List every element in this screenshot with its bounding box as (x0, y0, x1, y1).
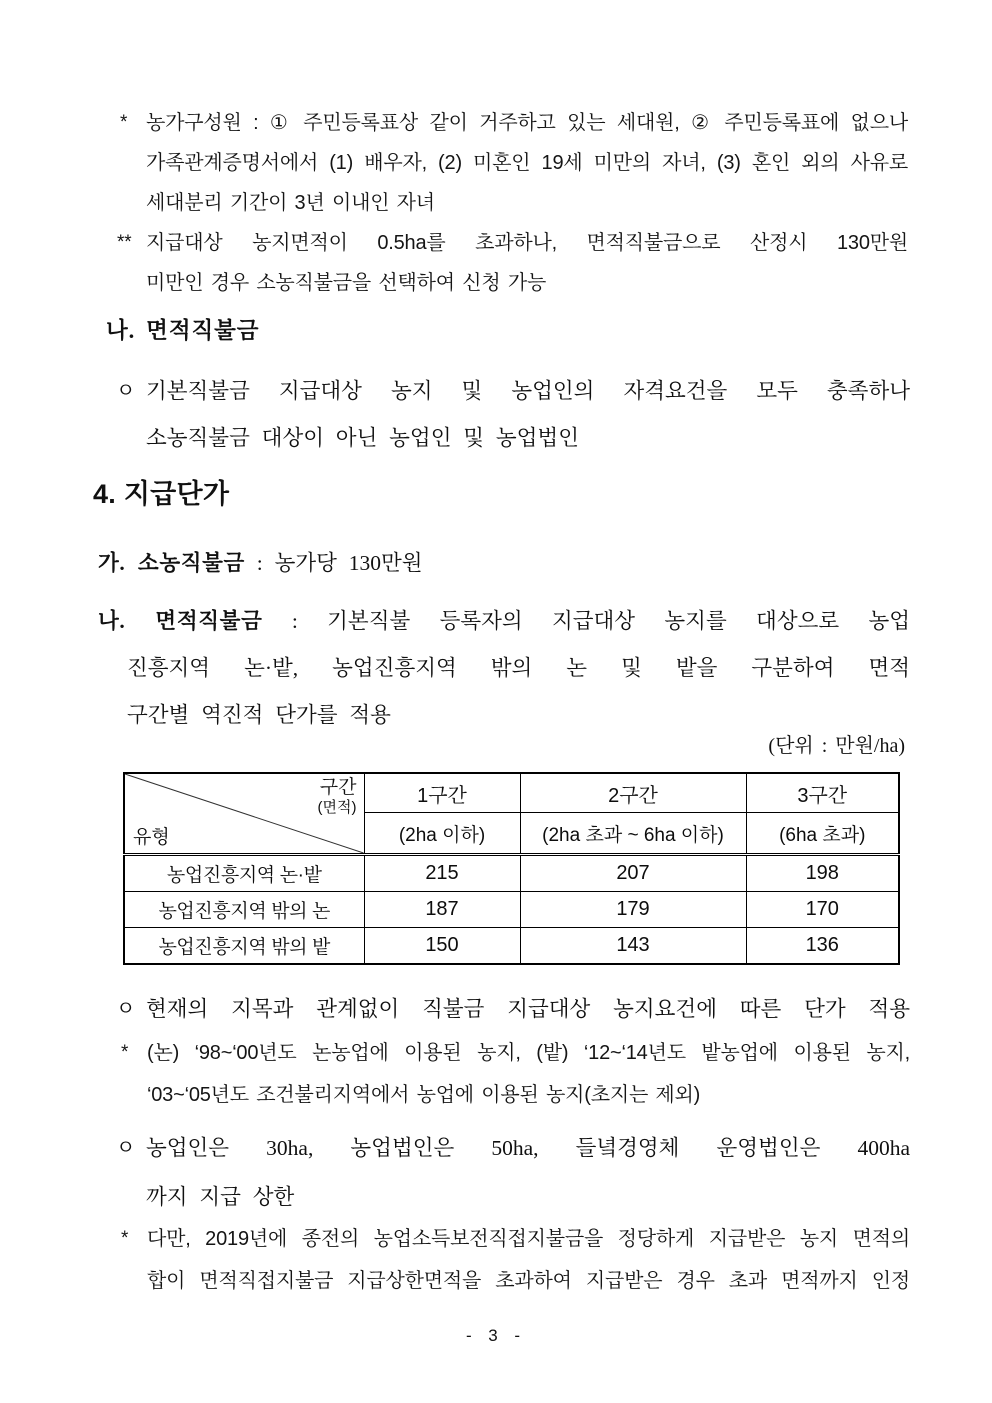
footnote-land-years (121, 1032, 910, 1116)
bullet-rate-application (116, 986, 910, 1033)
footnote-line: 가족관계증명서에서 (1) 배우자, (2) 미혼인 19세 미만의 자녀, (3) 혼인 외의 사유로 (146, 152, 908, 174)
item-text-line: 진흥지역 논·밭, 농업진흥지역 밖의 논 및 밭을 구분하여 면적 (127, 656, 910, 680)
column-range: (2ha 이하) (364, 813, 520, 855)
rate-value: 215 (364, 855, 520, 892)
table-row (124, 855, 899, 892)
subsection-title-area-payment: 나. 면적직불금 (106, 318, 260, 343)
footnote-line: 합이 면적직접지불금 지급상한면적을 초과하여 지급받은 경우 초과 면적까지 인정 (147, 1270, 910, 1292)
column-range: (2ha 초과 ~ 6ha 이하) (520, 813, 746, 855)
circle-bullet-marker: ㅇ (116, 998, 136, 1020)
item-text: 기본직불 등록자의 지급대상 농지를 대상으로 농업 (327, 609, 911, 633)
bullet-line: 소농직불금 대상이 아닌 농업인 및 농업법인 (146, 426, 579, 450)
asterisk-marker: * (121, 1042, 129, 1063)
footnote-line: 다만, 2019년에 종전의 농업소득보전직접지불금을 정당하게 지급받은 농지 면적의 (147, 1228, 910, 1250)
footnote-line: ‘03~‘05년도 조건불리지역에서 농업에 이용된 농지(초지는 제외) (147, 1084, 701, 1106)
table-unit-label: (단위 : 만원/ha) (768, 735, 905, 757)
bullet-area-payment-eligibility (116, 368, 910, 462)
item-value: 농가당 130만원 (274, 551, 423, 575)
row-type-label: 농업진흥지역 밖의 밭 (124, 928, 364, 965)
circle-bullet-marker: ㅇ (116, 1137, 136, 1159)
row-type-label: 농업진흥지역 논·밭 (124, 855, 364, 892)
circle-bullet-marker: ㅇ (116, 380, 136, 402)
rate-value: 170 (746, 892, 899, 928)
corner-label-type: 유형 (133, 827, 170, 848)
page-number: - 3 - (466, 1326, 526, 1345)
section-title-payment-rate: 4. 지급단가 (93, 479, 230, 509)
item-area-payment-detail (98, 598, 910, 739)
payment-rate-table (123, 772, 900, 965)
column-header: 3구간 (746, 773, 899, 813)
table-row (124, 928, 899, 965)
footnote-area-threshold (117, 223, 908, 303)
footnote-line: (논) ‘98~‘00년도 논농업에 이용된 농지, (밭) ‘12~‘14년도 밭농업에 이용된 농지, (147, 1042, 910, 1064)
rate-value: 198 (746, 855, 899, 892)
item-label: 나. 면적직불금 (98, 609, 263, 633)
bullet-line: 현재의 지목과 관계없이 직불금 지급대상 농지요건에 따른 단가 적용 (146, 997, 910, 1021)
footnote-2019-exception (121, 1218, 910, 1302)
column-header: 2구간 (520, 773, 746, 813)
rate-value: 207 (520, 855, 746, 892)
footnote-line: 지급대상 농지면적이 0.5ha를 초과하나, 면적직불금으로 산정시 130만원 (146, 232, 908, 254)
bullet-line: 기본직불금 지급대상 농지 및 농업인의 자격요건을 모두 충족하나 (146, 379, 910, 403)
rate-value: 143 (520, 928, 746, 965)
row-type-label: 농업진흥지역 밖의 논 (124, 892, 364, 928)
item-separator: : (262, 609, 328, 633)
column-range: (6ha 초과) (746, 813, 899, 855)
corner-label-area: (면적) (317, 798, 357, 816)
bullet-line: 까지 지급 상한 (146, 1185, 295, 1209)
item-text-line: 구간별 역진적 단가를 적용 (127, 703, 391, 727)
bullet-payment-ceiling (116, 1124, 910, 1222)
item-label: 가. 소농직불금 (98, 551, 245, 575)
asterisk-marker: * (120, 112, 128, 133)
rate-value: 150 (364, 928, 520, 965)
rate-value: 187 (364, 892, 520, 928)
item-small-farmer-payment (98, 540, 910, 587)
footnote-line: 농가구성원 : ① 주민등록표상 같이 거주하고 있는 세대원, ② 주민등록표에 없으나 (146, 112, 908, 134)
double-asterisk-marker: ** (117, 232, 132, 253)
table-row (124, 892, 899, 928)
footnote-household-members (120, 103, 908, 223)
corner-label-section: 구간 (319, 777, 357, 798)
item-separator: : (244, 551, 275, 575)
bullet-line: 농업인은 30ha, 농업법인은 50ha, 들녘경영체 운영법인은 400ha (146, 1136, 910, 1160)
rate-value: 136 (746, 928, 899, 965)
rate-value: 179 (520, 892, 746, 928)
footnote-line: 세대분리 기간이 3년 이내인 자녀 (146, 192, 435, 214)
column-header: 1구간 (364, 773, 520, 813)
asterisk-marker: * (121, 1228, 129, 1249)
footnote-line: 미만인 경우 소농직불금을 선택하여 신청 가능 (146, 272, 547, 294)
table-corner-cell (124, 773, 364, 855)
